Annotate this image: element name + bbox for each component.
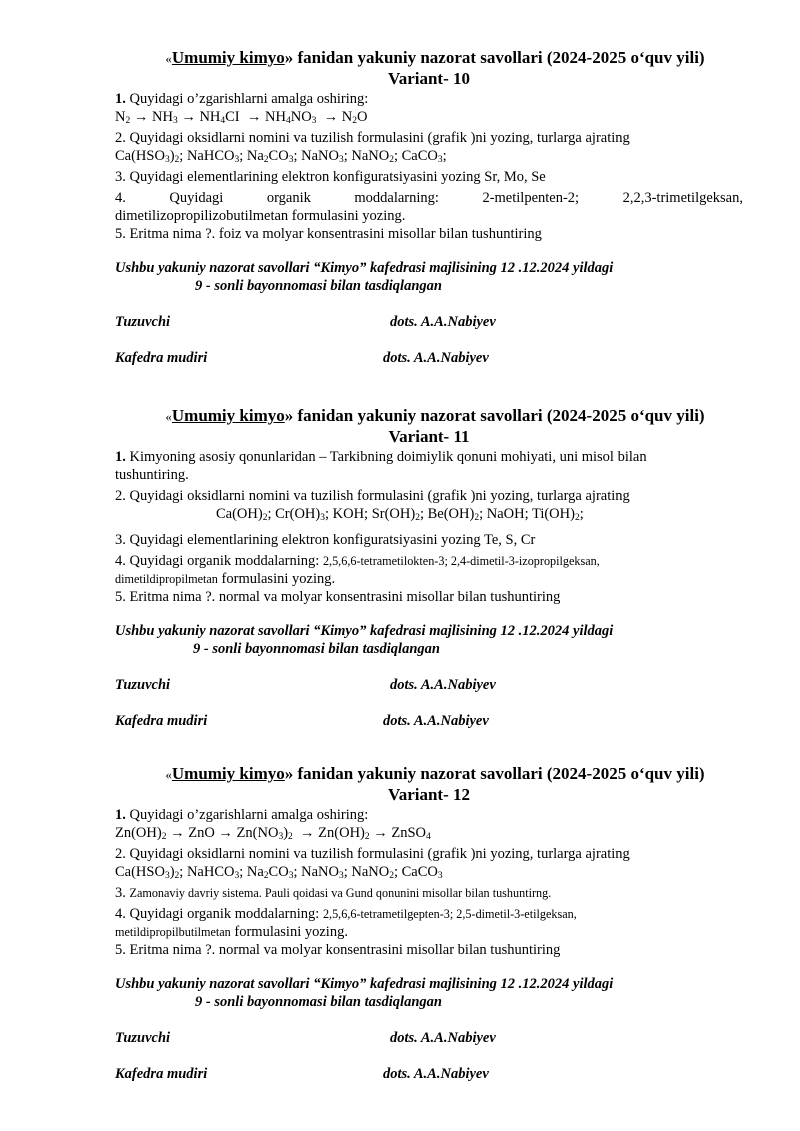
v11-q2-formulas: $Ca(OH)_2$; $Cr(OH)_3$; KOH; $Sr(OH)_2$; $Be(OH)_2$; NaOH; $Ti(OH)_2$; <box>216 506 584 523</box>
v10-question-1 <box>115 90 743 108</box>
v12-q1-number: 1. <box>115 807 126 823</box>
v11-q4-compounds: 2,5,6,6-tetrametilokten-3; 2,4-dimetil-3-izopropilgeksan, <box>322 554 600 568</box>
v12-q3-text: Zamonaviy davriy sistema. Pauli qoidasi va Gund qonunini misollar bilan tushuntirng. <box>129 886 552 900</box>
approval-line-2: 9 - sonli bayonnomasi bilan tasdiqlangan <box>193 641 440 657</box>
v10-q4-word: organik <box>266 190 311 206</box>
v11-question-4 <box>115 552 743 570</box>
v10-q1-number: 1. <box>115 91 126 107</box>
variant-12-label: Variant- 12 <box>387 785 470 804</box>
v12-q4-compounds: 2,5,6,6-tetrametilgepten-3; 2,5-dimetil-3-etilgeksan, <box>322 907 577 921</box>
approval-line-1: Ushbu yakuniy nazorat savollari “Kimyo” kafedrasi majlisining 12 .12.2024 yildagi <box>115 623 614 639</box>
v10-q2-formulas: $Ca(HSO_3)_2$; NaHCO$_3$; $Na_2CO_3$; NaNO$_3$; NaNO$_2$; CaCO$_3$; <box>115 148 447 165</box>
v11-q4-tail: formulasini yozing. <box>217 571 336 587</box>
v12-question-3 <box>115 884 743 902</box>
v10-signature-head <box>115 349 743 367</box>
v10-q4-word: 4. <box>115 190 126 206</box>
v12-signature-compiler <box>115 1029 743 1047</box>
v12-q4-line-2 <box>115 923 743 941</box>
variant-11-label: Variant- 11 <box>388 427 470 446</box>
signature-role: Tuzuvchi <box>115 677 171 693</box>
v10-question-3: 3. Quyidagi elementlarining elektron konfiguratsiyasini yozing Sr, Mo, Se <box>115 169 546 185</box>
approval-line-2: 9 - sonli bayonnomasi bilan tasdiqlangan <box>195 994 442 1010</box>
approval-line-2: 9 - sonli bayonnomasi bilan tasdiqlangan <box>195 278 442 294</box>
v12-question-2: 2. Quyidagi oksidlarni nomini va tuzilish formulasini (grafik )ni yozing, turlarga ajrating <box>115 846 630 862</box>
v12-q3-lead: 3. <box>115 885 130 901</box>
v12-q1-scheme: $Zn(OH)_2$ → ZnO → $Zn(NO_3)_2 \to Zn(OH)_2$ → ZnSO$_4$ <box>115 825 431 842</box>
title-open-quote: « <box>165 767 172 782</box>
v10-question-4 <box>115 189 743 207</box>
v11-q1-line-2: tushuntiring. <box>115 467 189 483</box>
signature-role: Tuzuvchi <box>115 1030 171 1046</box>
title-rest: » fanidan yakuniy nazorat savollari (2024-2025 o‘quv yili) <box>284 48 705 67</box>
v11-q4-lead: 4. Quyidagi organik moddalarning: <box>115 553 323 569</box>
approval-line-1: Ushbu yakuniy nazorat savollari “Kimyo” kafedrasi majlisining 12 .12.2024 yildagi <box>115 976 614 992</box>
v10-q4-line-2: dimetilizopropilizobutilmetan formulasini yozing. <box>115 208 406 224</box>
signature-name: dots. A.A.Nabiyev <box>390 677 496 693</box>
v11-q1-text: Kimyoning asosiy qonunlaridan – Tarkibning doimiylik qonuni mohiyati, uni misol bilan <box>129 449 647 465</box>
v10-approval <box>115 259 743 295</box>
v12-q2-formulas: $Ca(HSO_3)_2$; NaHCO$_3$; $Na_2CO_3$; NaNO$_3$; NaNO$_2$; CaCO$_3$ <box>115 864 443 881</box>
v11-question-1 <box>115 448 743 466</box>
signature-name: dots. A.A.Nabiyev <box>383 1066 489 1082</box>
v10-q4-word: 2,2,3-trimetilgeksan, <box>622 190 743 206</box>
v12-q4-compound: metildipropilbutilmetan <box>115 925 231 939</box>
v10-q4-word: moddalarning: <box>354 190 439 206</box>
v12-q4-lead: 4. Quyidagi organik moddalarning: <box>115 906 323 922</box>
title-rest: » fanidan yakuniy nazorat savollari (2024-2025 o‘quv yili) <box>284 406 705 425</box>
v10-signature-compiler <box>115 313 743 331</box>
v10-question-2: 2. Quyidagi oksidlarni nomini va tuzilish formulasini (grafik )ni yozing, turlarga ajrating <box>115 130 630 146</box>
v11-q4-line-2 <box>115 570 743 588</box>
v11-q1-number: 1. <box>115 449 126 465</box>
v11-signature-head <box>115 712 743 730</box>
v11-signature-compiler <box>115 676 743 694</box>
variant-10-section <box>115 47 743 405</box>
v10-q4-word: Quyidagi <box>169 190 224 206</box>
signature-role: Tuzuvchi <box>115 314 171 330</box>
v12-q1-text: Quyidagi o’zgarishlarni amalga oshiring: <box>129 807 369 823</box>
variant-11-section <box>115 405 743 763</box>
title-subject: Umumiy kimyo <box>171 48 285 67</box>
approval-line-1: Ushbu yakuniy nazorat savollari “Kimyo” kafedrasi majlisining 12 .12.2024 yildagi <box>115 260 614 276</box>
variant-10-label: Variant- 10 <box>387 69 470 88</box>
variant-12-title <box>127 763 743 785</box>
v11-q4-compound: dimetildipropilmetan <box>115 572 218 586</box>
v10-question-5: 5. Eritma nima ?. foiz va molyar konsentrasini misollar bilan tushuntiring <box>115 226 542 242</box>
v11-question-5: 5. Eritma nima ?. normal va molyar konsentrasini misollar bilan tushuntiring <box>115 589 561 605</box>
signature-role: Kafedra mudiri <box>115 350 208 366</box>
signature-name: dots. A.A.Nabiyev <box>390 1030 496 1046</box>
signature-role: Kafedra mudiri <box>115 1066 208 1082</box>
document-page <box>115 47 743 1121</box>
v10-q4-word: 2-metilpenten-2; <box>482 190 580 206</box>
signature-role: Kafedra mudiri <box>115 713 208 729</box>
variant-11-title <box>127 405 743 427</box>
v10-q1-scheme: $N_2 \to NH_3 \to NH_4CI \to NH_4NO_3 \to N_2O$ <box>115 109 368 126</box>
variant-12-section <box>115 763 743 1121</box>
v12-question-5: 5. Eritma nima ?. normal va molyar konsentrasini misollar bilan tushuntiring <box>115 942 561 958</box>
v12-question-4 <box>115 905 743 923</box>
title-open-quote: « <box>165 51 172 66</box>
v12-approval <box>115 975 743 1011</box>
v11-question-2: 2. Quyidagi oksidlarni nomini va tuzilish formulasini (grafik )ni yozing, turlarga ajrating <box>115 488 630 504</box>
signature-name: dots. A.A.Nabiyev <box>390 314 496 330</box>
title-open-quote: « <box>165 409 172 424</box>
title-rest: » fanidan yakuniy nazorat savollari (2024-2025 o‘quv yili) <box>284 764 705 783</box>
signature-name: dots. A.A.Nabiyev <box>383 713 489 729</box>
title-subject: Umumiy kimyo <box>171 406 285 425</box>
v10-q1-text: Quyidagi o’zgarishlarni amalga oshiring: <box>129 91 369 107</box>
v12-question-1 <box>115 806 743 824</box>
v12-signature-head <box>115 1065 743 1083</box>
v12-q4-tail: formulasini yozing. <box>230 924 348 940</box>
variant-10-title <box>127 47 743 69</box>
v11-question-3: 3. Quyidagi elementlarining elektron konfiguratsiyasini yozing Te, S, Cr <box>115 532 536 548</box>
v11-approval <box>115 622 743 658</box>
title-subject: Umumiy kimyo <box>171 764 285 783</box>
signature-name: dots. A.A.Nabiyev <box>383 350 489 366</box>
